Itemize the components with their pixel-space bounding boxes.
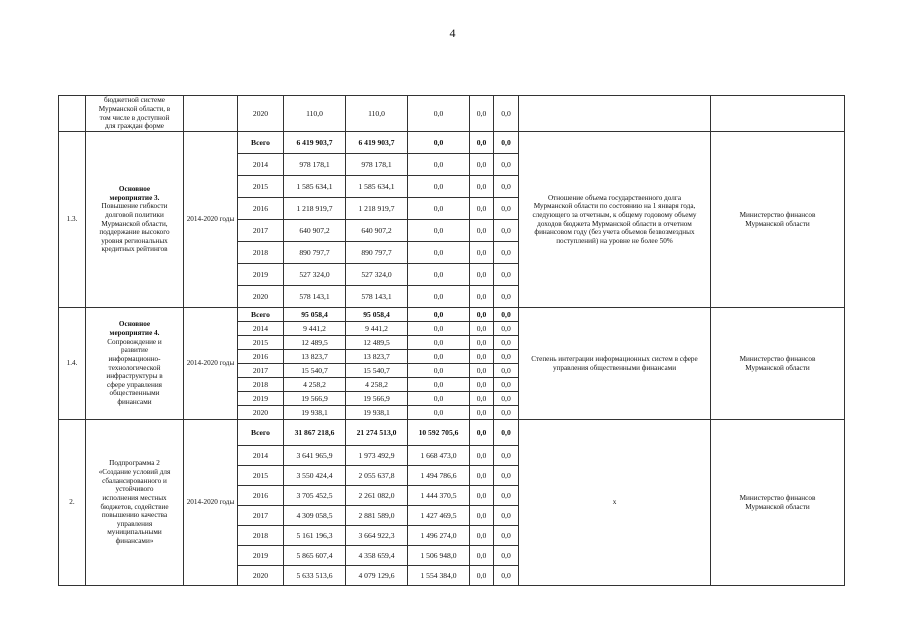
federal-budget-cell: 1 444 370,5	[408, 486, 470, 506]
year-cell: 2016	[238, 198, 284, 220]
local-budget-cell: 0,0	[470, 154, 494, 176]
item-title	[86, 96, 184, 132]
item-title-line: уровня региональных	[101, 236, 168, 245]
item-title-line: информационно-	[108, 354, 161, 363]
federal-budget-cell: 0,0	[408, 322, 470, 336]
other-sources-cell: 0,0	[494, 154, 519, 176]
table-row	[59, 308, 845, 322]
local-budget-cell: 0,0	[470, 392, 494, 406]
federal-budget-cell: 0,0	[408, 350, 470, 364]
other-sources-cell: 0,0	[494, 566, 519, 586]
year-cell: 2020	[238, 406, 284, 420]
regional-budget-cell: 578 143,1	[346, 286, 408, 308]
item-title	[86, 420, 184, 586]
item-title-line: развитие	[120, 346, 149, 355]
regional-budget-cell: 890 797,7	[346, 242, 408, 264]
local-budget-cell: 0,0	[470, 286, 494, 308]
page-number: 4	[449, 26, 456, 40]
total-cell: 12 489,5	[284, 336, 346, 350]
year-cell: Всего	[238, 420, 284, 446]
year-cell: 2017	[238, 220, 284, 242]
local-budget-cell: 0,0	[470, 350, 494, 364]
total-cell: 890 797,7	[284, 242, 346, 264]
executor	[711, 96, 845, 132]
year-cell: Всего	[238, 132, 284, 154]
federal-budget-cell: 1 668 473,0	[408, 446, 470, 466]
regional-budget-cell: 2 261 082,0	[346, 486, 408, 506]
item-number: 1.3.	[59, 132, 86, 308]
item-title-line: технологической	[108, 363, 161, 372]
local-budget-cell: 0,0	[470, 566, 494, 586]
local-budget-cell: 0,0	[470, 486, 494, 506]
federal-budget-cell: 1 506 948,0	[408, 546, 470, 566]
item-title-line: финансами»	[115, 537, 154, 546]
regional-budget-cell: 19 938,1	[346, 406, 408, 420]
federal-budget-cell: 0,0	[408, 154, 470, 176]
item-title-line: Основное	[118, 184, 151, 193]
federal-budget-cell: 0,0	[408, 378, 470, 392]
executor: Министерство финансов Мурманской области	[711, 308, 845, 420]
item-title-line: мероприятие 4.	[109, 328, 160, 337]
item-title-line: Мурманской области, в	[98, 104, 171, 113]
total-cell: 3 641 965,9	[284, 446, 346, 466]
total-cell: 1 218 919,7	[284, 198, 346, 220]
total-cell: 19 566,9	[284, 392, 346, 406]
federal-budget-cell: 0,0	[408, 96, 470, 132]
regional-budget-cell: 4 358 659,4	[346, 546, 408, 566]
federal-budget-cell: 0,0	[408, 264, 470, 286]
regional-budget-cell: 527 324,0	[346, 264, 408, 286]
total-cell: 3 550 424,4	[284, 466, 346, 486]
federal-budget-cell: 0,0	[408, 198, 470, 220]
federal-budget-cell: 0,0	[408, 220, 470, 242]
other-sources-cell: 0,0	[494, 286, 519, 308]
total-cell: 95 058,4	[284, 308, 346, 322]
regional-budget-cell: 978 178,1	[346, 154, 408, 176]
year-cell: 2019	[238, 546, 284, 566]
local-budget-cell: 0,0	[470, 466, 494, 486]
total-cell: 15 540,7	[284, 364, 346, 378]
regional-budget-cell: 13 823,7	[346, 350, 408, 364]
federal-budget-cell: 0,0	[408, 364, 470, 378]
budget-table	[58, 95, 845, 586]
year-cell: 2020	[238, 286, 284, 308]
other-sources-cell: 0,0	[494, 96, 519, 132]
other-sources-cell: 0,0	[494, 322, 519, 336]
item-number: 1.4.	[59, 308, 86, 420]
other-sources-cell: 0,0	[494, 336, 519, 350]
federal-budget-cell: 0,0	[408, 176, 470, 198]
federal-budget-cell: 0,0	[408, 286, 470, 308]
federal-budget-cell: 0,0	[408, 392, 470, 406]
item-title-line: Основное	[118, 320, 151, 329]
total-cell: 4 258,2	[284, 378, 346, 392]
target-indicator: Степень интеграции информационных систем в сфере управления общественными финансами	[519, 308, 711, 420]
regional-budget-cell: 15 540,7	[346, 364, 408, 378]
total-cell: 578 143,1	[284, 286, 346, 308]
executor: Министерство финансов Мурманской области	[711, 132, 845, 308]
item-title-line: сфере управления	[106, 380, 162, 389]
local-budget-cell: 0,0	[470, 242, 494, 264]
executor: Министерство финансов Мурманской области	[711, 420, 845, 586]
year-cell: 2018	[238, 526, 284, 546]
other-sources-cell: 0,0	[494, 420, 519, 446]
item-title-line: сбалансированного и	[102, 476, 167, 485]
total-cell: 31 867 218,6	[284, 420, 346, 446]
item-title-line: муниципальными	[107, 528, 162, 537]
federal-budget-cell: 1 494 786,6	[408, 466, 470, 486]
item-number: 2.	[59, 420, 86, 586]
item-title-line: инфраструктуры в	[106, 372, 163, 381]
other-sources-cell: 0,0	[494, 466, 519, 486]
year-cell: 2017	[238, 364, 284, 378]
year-cell: 2015	[238, 176, 284, 198]
local-budget-cell: 0,0	[470, 336, 494, 350]
local-budget-cell: 0,0	[470, 132, 494, 154]
local-budget-cell: 0,0	[470, 96, 494, 132]
regional-budget-cell: 1 218 919,7	[346, 198, 408, 220]
other-sources-cell: 0,0	[494, 220, 519, 242]
item-title-line: бюджетов, содействие	[100, 502, 169, 511]
item-title-line: Повышение гибкости	[101, 202, 168, 211]
regional-budget-cell: 19 566,9	[346, 392, 408, 406]
local-budget-cell: 0,0	[470, 176, 494, 198]
regional-budget-cell: 1 585 634,1	[346, 176, 408, 198]
item-title-line: «Создание условий для	[98, 467, 171, 476]
federal-budget-cell: 0,0	[408, 242, 470, 264]
year-cell: 2019	[238, 264, 284, 286]
local-budget-cell: 0,0	[470, 420, 494, 446]
target-indicator: Отношение объема государственного долга Мурманской области по состоянию на 1 января года, следующего за отчетным, к общему годовому объему доходов бюджета Мурманской области в отчетном финансовом году (без учета объемов безвозмездных поступлений) на уровне не более 50%	[519, 132, 711, 308]
other-sources-cell: 0,0	[494, 350, 519, 364]
total-cell: 13 823,7	[284, 350, 346, 364]
regional-budget-cell: 4 258,2	[346, 378, 408, 392]
local-budget-cell: 0,0	[470, 198, 494, 220]
item-title	[86, 132, 184, 308]
local-budget-cell: 0,0	[470, 220, 494, 242]
year-cell: 2014	[238, 446, 284, 466]
local-budget-cell: 0,0	[470, 546, 494, 566]
table-row	[59, 132, 845, 154]
regional-budget-cell: 3 664 922,3	[346, 526, 408, 546]
regional-budget-cell: 1 973 492,9	[346, 446, 408, 466]
item-title-line: управления	[116, 519, 153, 528]
year-cell: 2020	[238, 96, 284, 132]
federal-budget-cell: 0,0	[408, 406, 470, 420]
item-title-line: Подпрограмма 2	[109, 459, 160, 468]
item-title-line: Мурманской области,	[101, 219, 168, 228]
local-budget-cell: 0,0	[470, 446, 494, 466]
item-title	[86, 308, 184, 420]
item-title-line: долговой политики	[105, 210, 164, 219]
regional-budget-cell: 12 489,5	[346, 336, 408, 350]
federal-budget-cell: 10 592 705,6	[408, 420, 470, 446]
item-period	[184, 96, 238, 132]
other-sources-cell: 0,0	[494, 446, 519, 466]
local-budget-cell: 0,0	[470, 364, 494, 378]
other-sources-cell: 0,0	[494, 406, 519, 420]
total-cell: 4 309 058,5	[284, 506, 346, 526]
other-sources-cell: 0,0	[494, 526, 519, 546]
total-cell: 9 441,2	[284, 322, 346, 336]
other-sources-cell: 0,0	[494, 198, 519, 220]
year-cell: 2016	[238, 486, 284, 506]
item-period: 2014-2020 годы	[184, 420, 238, 586]
federal-budget-cell: 0,0	[408, 308, 470, 322]
item-period: 2014-2020 годы	[184, 132, 238, 308]
regional-budget-cell: 110,0	[346, 96, 408, 132]
target-indicator	[519, 96, 711, 132]
local-budget-cell: 0,0	[470, 264, 494, 286]
other-sources-cell: 0,0	[494, 506, 519, 526]
item-title-line: бюджетной системе	[104, 96, 165, 105]
other-sources-cell: 0,0	[494, 132, 519, 154]
regional-budget-cell: 2 055 637,8	[346, 466, 408, 486]
regional-budget-cell: 95 058,4	[346, 308, 408, 322]
other-sources-cell: 0,0	[494, 546, 519, 566]
table-row	[59, 420, 845, 446]
table-row	[59, 96, 845, 132]
item-title-line: поддержание высокого	[99, 228, 170, 237]
regional-budget-cell: 6 419 903,7	[346, 132, 408, 154]
item-title-line: повышению качества	[101, 511, 168, 520]
item-title-line: Сопровождение и	[107, 337, 162, 346]
other-sources-cell: 0,0	[494, 378, 519, 392]
item-title-line: устойчивого	[115, 485, 154, 494]
other-sources-cell: 0,0	[494, 364, 519, 378]
year-cell: 2020	[238, 566, 284, 586]
total-cell: 978 178,1	[284, 154, 346, 176]
local-budget-cell: 0,0	[470, 506, 494, 526]
other-sources-cell: 0,0	[494, 242, 519, 264]
total-cell: 5 633 513,6	[284, 566, 346, 586]
other-sources-cell: 0,0	[494, 308, 519, 322]
year-cell: 2018	[238, 242, 284, 264]
year-cell: 2017	[238, 506, 284, 526]
other-sources-cell: 0,0	[494, 392, 519, 406]
total-cell: 110,0	[284, 96, 346, 132]
year-cell: 2014	[238, 154, 284, 176]
total-cell: 527 324,0	[284, 264, 346, 286]
item-title-line: общественными	[109, 389, 160, 398]
federal-budget-cell: 0,0	[408, 132, 470, 154]
item-period: 2014-2020 годы	[184, 308, 238, 420]
year-cell: 2016	[238, 350, 284, 364]
other-sources-cell: 0,0	[494, 176, 519, 198]
item-title-line: мероприятие 3.	[109, 193, 160, 202]
local-budget-cell: 0,0	[470, 378, 494, 392]
item-title-line: том числе в доступной	[99, 113, 170, 122]
year-cell: Всего	[238, 308, 284, 322]
total-cell: 6 419 903,7	[284, 132, 346, 154]
local-budget-cell: 0,0	[470, 406, 494, 420]
year-cell: 2015	[238, 336, 284, 350]
total-cell: 1 585 634,1	[284, 176, 346, 198]
year-cell: 2018	[238, 378, 284, 392]
other-sources-cell: 0,0	[494, 264, 519, 286]
regional-budget-cell: 640 907,2	[346, 220, 408, 242]
local-budget-cell: 0,0	[470, 322, 494, 336]
local-budget-cell: 0,0	[470, 526, 494, 546]
federal-budget-cell: 1 496 274,0	[408, 526, 470, 546]
total-cell: 3 705 452,5	[284, 486, 346, 506]
local-budget-cell: 0,0	[470, 308, 494, 322]
target-indicator: х	[519, 420, 711, 586]
year-cell: 2015	[238, 466, 284, 486]
item-number	[59, 96, 86, 132]
regional-budget-cell: 9 441,2	[346, 322, 408, 336]
total-cell: 640 907,2	[284, 220, 346, 242]
item-title-line: для граждан форме	[104, 122, 164, 131]
year-cell: 2014	[238, 322, 284, 336]
federal-budget-cell: 0,0	[408, 336, 470, 350]
item-title-line: финансами	[117, 398, 152, 407]
regional-budget-cell: 2 881 589,0	[346, 506, 408, 526]
total-cell: 5 865 607,4	[284, 546, 346, 566]
regional-budget-cell: 21 274 513,0	[346, 420, 408, 446]
year-cell: 2019	[238, 392, 284, 406]
regional-budget-cell: 4 079 129,6	[346, 566, 408, 586]
federal-budget-cell: 1 427 469,5	[408, 506, 470, 526]
total-cell: 5 161 196,3	[284, 526, 346, 546]
item-title-line: кредитных рейтингов	[101, 245, 168, 254]
total-cell: 19 938,1	[284, 406, 346, 420]
other-sources-cell: 0,0	[494, 486, 519, 506]
item-title-line: исполнения местных	[102, 493, 167, 502]
federal-budget-cell: 1 554 384,0	[408, 566, 470, 586]
